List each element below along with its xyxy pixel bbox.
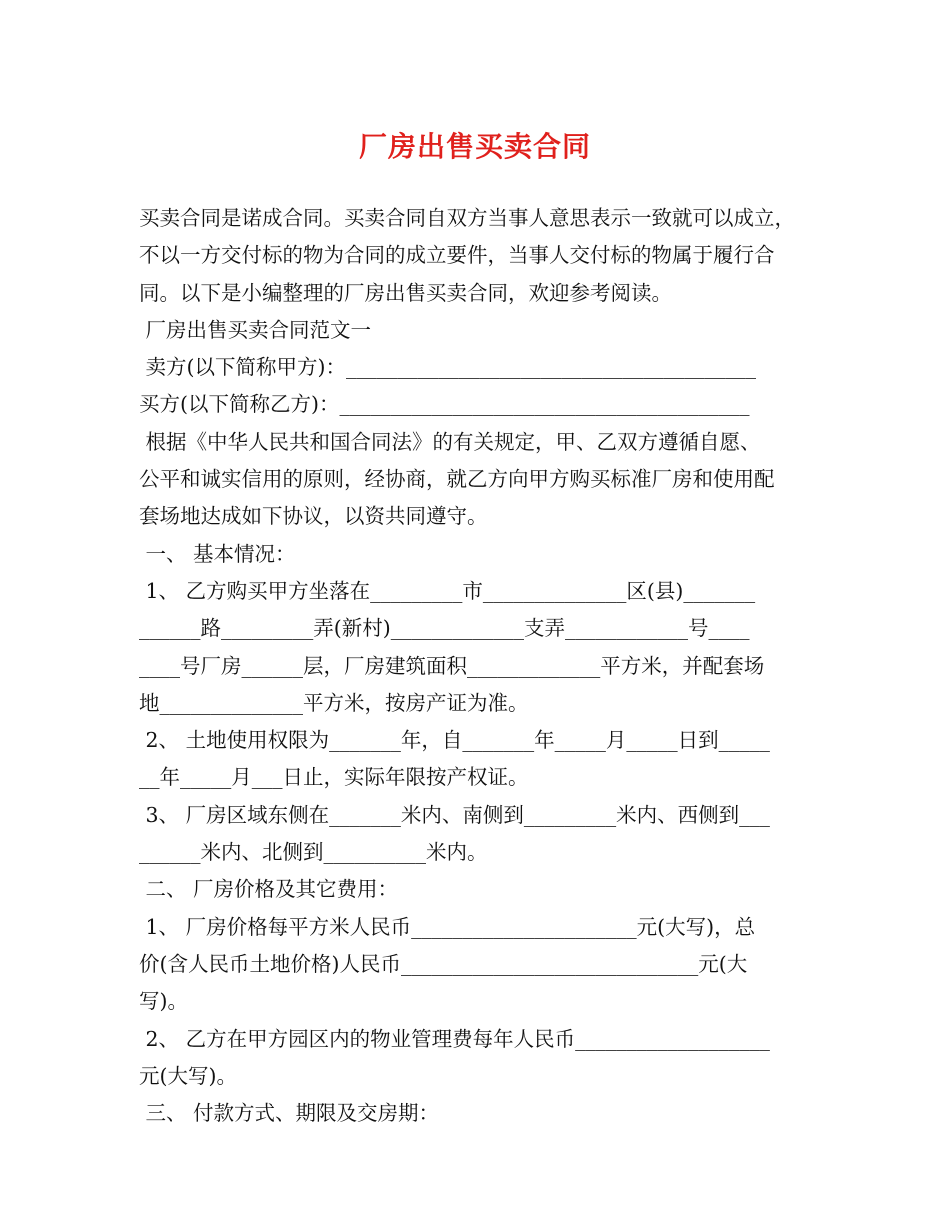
seller-line: 卖方(以下简称甲方)：________________________________________ — [139, 355, 757, 380]
clause-line: 1、 厂房价格每平方米人民币______________________元(大写)，总 — [139, 914, 756, 939]
clause-line: 2、 土地使用权限为_______年，自_______年_____月_____日到_____ — [139, 728, 770, 753]
clause-line: 元(大写)。 — [139, 1063, 237, 1088]
section-heading-payment: 三、 付款方式、期限及交房期： — [139, 1101, 440, 1126]
clause-line: ____号厂房______层，厂房建筑面积_____________平方米，并配套场 — [139, 653, 765, 678]
text-line: 根据《中华人民共和国合同法》的有关规定，甲、乙双方遵循自愿、 — [139, 429, 761, 454]
clause-line: 3、 厂房区域东侧在_______米内、南侧到_________米内、西侧到___ — [139, 802, 770, 827]
text-line: 买卖合同是诺成合同。买卖合同自双方当事人意思表示一致就可以成立， — [139, 206, 795, 230]
section-heading-fanwen: 厂房出售买卖合同范文一 — [139, 317, 372, 342]
section-heading-basic: 一、 基本情况： — [139, 541, 296, 566]
clause-line: __年_____月___日止，实际年限按产权证。 — [139, 765, 529, 790]
clause-line: 1、 乙方购买甲方坐落在_________市______________区(县)_______ — [139, 578, 756, 603]
clause-line: 地______________平方米，按房产证为准。 — [139, 690, 529, 715]
buyer-line: 买方(以下简称乙方)：________________________________________ — [139, 392, 750, 417]
text-line: 同。以下是小编整理的厂房出售买卖合同，欢迎参考阅读。 — [139, 280, 672, 305]
document-body — [139, 200, 815, 1132]
section-heading-price: 二、 厂房价格及其它费用： — [139, 877, 399, 902]
text-line: 套场地达成如下协议，以资共同遵守。 — [139, 504, 488, 529]
clause-line: 2、 乙方在甲方园区内的物业管理费每年人民币___________________ — [139, 1026, 770, 1051]
text-line: 不以一方交付标的物为合同的成立要件，当事人交付标的物属于履行合 — [139, 243, 775, 268]
document-title: 厂房出售买卖合同 — [358, 130, 591, 163]
clause-line: ______路_________弄(新村)_____________支弄____________号____ — [139, 616, 750, 641]
clause-line: ______米内、北侧到__________米内。 — [139, 840, 488, 865]
clause-line: 价(含人民币土地价格)人民币_____________________________元(大 — [139, 951, 748, 976]
clause-line: 写)。 — [139, 989, 188, 1014]
text-line: 公平和诚实信用的原则，经协商，就乙方向甲方购买标准厂房和使用配 — [139, 467, 775, 492]
